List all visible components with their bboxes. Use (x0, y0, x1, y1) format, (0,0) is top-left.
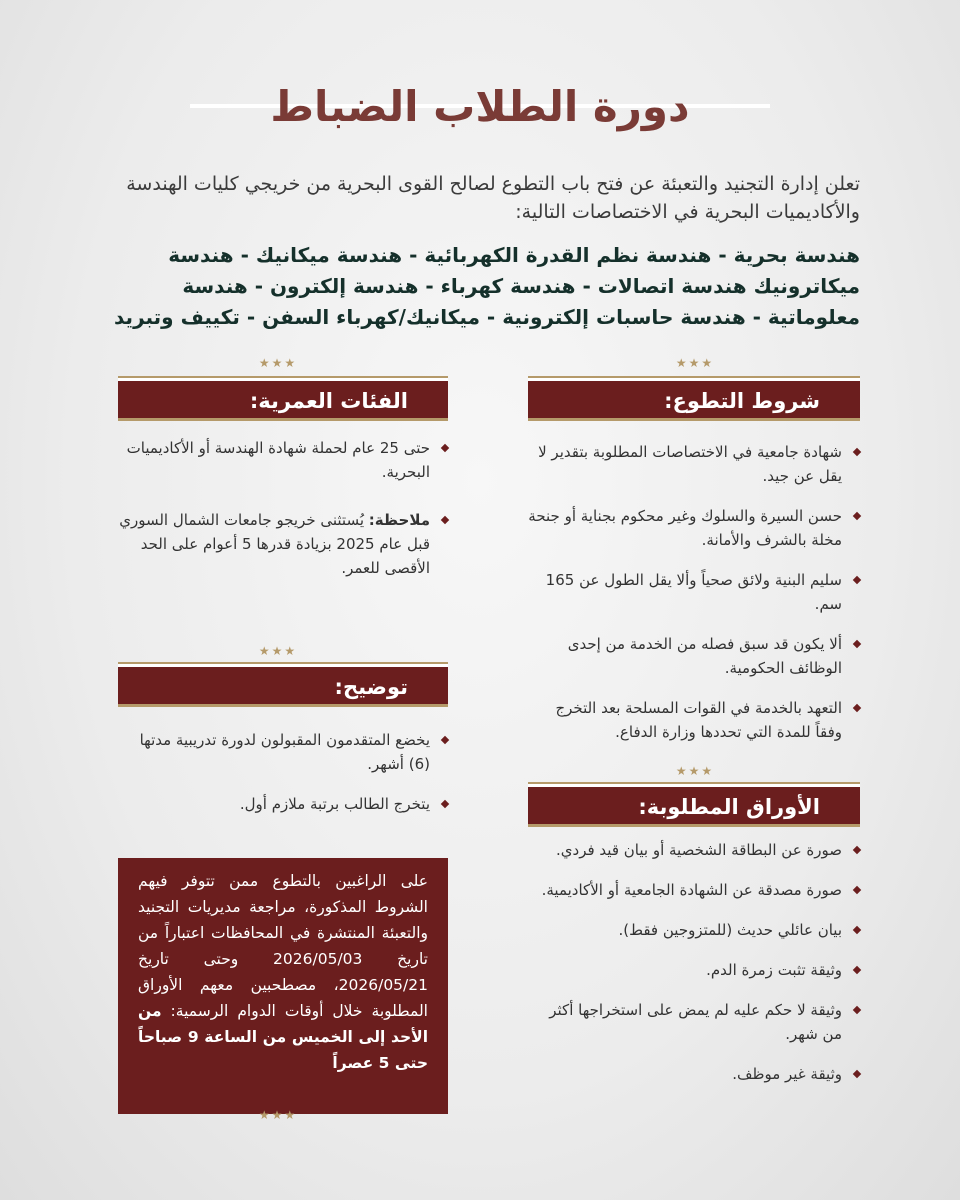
document-text: وثيقة لا حكم عليه لم يمض على استخراجها أكثر من شهر. (549, 1001, 842, 1043)
bullet-icon (853, 846, 861, 854)
list-item (528, 998, 860, 1046)
bullet-icon (441, 736, 449, 744)
bullet-icon (441, 444, 449, 452)
bullet-icon (853, 640, 861, 648)
list-item (528, 838, 860, 862)
stars-decoration: ★★★ (675, 356, 715, 370)
clarification-header (118, 664, 448, 707)
title-block (0, 82, 960, 132)
stars-decoration: ★★★ (258, 356, 298, 370)
stars-decoration: ★★★ (258, 644, 298, 658)
conditions-header (528, 378, 860, 421)
bullet-icon (441, 800, 449, 808)
list-item (528, 918, 860, 942)
list-item (528, 504, 860, 552)
list-item (118, 728, 448, 776)
bullet-icon (853, 512, 861, 520)
specialties-list: هندسة بحرية - هندسة نظم القدرة الكهربائية - هندسة ميكانيك - هندسة ميكاترونيك هندسة اتصالات - هندسة كهرباء - هندسة إلكترون - هندسة معلوماتية - هندسة حاسبات إلكترونية - ميكانيك/كهرباء السفن - تكييف وتبريد (114, 243, 860, 329)
bullet-icon (853, 926, 861, 934)
condition-text: سليم البنية ولائق صحياً وألا يقل الطول عن 165 سم. (545, 571, 842, 613)
condition-text: ألا يكون قد سبق فصله من الخدمة من إحدى الوظائف الحكومية. (567, 635, 842, 677)
notice-text: على الراغبين بالتطوع ممن تتوفر فيهم الشروط المذكورة، مراجعة مديريات التجنيد والتعبئة المنتشرة في المحافظات اعتباراً من تاريخ 2026/05/03 وحتى تاريخ 2026/05/21، مصطحبين معهم الأوراق المطلوبة خلال أوقات الدوام الرسمية: (138, 872, 428, 1020)
conditions-list (528, 440, 860, 760)
list-item (118, 436, 448, 484)
document-text: بيان عائلي حديث (للمتزوجين فقط). (618, 921, 842, 939)
condition-text: التعهد بالخدمة في القوات المسلحة بعد التخرج وفقاً للمدة التي تحددها وزارة الدفاع. (555, 699, 842, 741)
bullet-icon (853, 966, 861, 974)
bullet-icon (853, 576, 861, 584)
condition-text: حسن السيرة والسلوك وغير محكوم بجناية أو جنحة مخلة بالشرف والأمانة. (528, 507, 842, 549)
document-text: وثيقة غير موظف. (732, 1065, 842, 1083)
documents-header (528, 784, 860, 827)
note-label: ملاحظة: (368, 511, 430, 529)
bullet-icon (853, 704, 861, 712)
bullet-icon (853, 886, 861, 894)
document-text: صورة مصدقة عن الشهادة الجامعية أو الأكاديمية. (541, 881, 842, 899)
age-header-label: الفئات العمرية: (249, 389, 408, 413)
intro-text: تعلن إدارة التجنيد والتعبئة عن فتح باب التطوع لصالح القوى البحرية من خريجي كليات الهندسة والأكاديميات البحرية في الاختصاصات التالية: (126, 173, 860, 223)
documents-header-label: الأوراق المطلوبة: (638, 795, 820, 819)
notice-highlight: من الأحد إلى الخميس من الساعة 9 صباحاً حتى 5 عصراً (138, 1002, 429, 1072)
list-item (528, 1062, 860, 1086)
list-item (528, 878, 860, 902)
list-item (118, 792, 448, 816)
clarification-text: يخضع المتقدمون المقبولون لدورة تدريبية مدتها (6) أشهر. (139, 731, 430, 773)
stars-decoration: ★★★ (258, 1108, 298, 1122)
documents-list (528, 838, 860, 1102)
bullet-icon (853, 448, 861, 456)
list-item (528, 696, 860, 744)
bullet-icon (853, 1006, 861, 1014)
age-header (118, 378, 448, 421)
age-list (118, 436, 448, 596)
list-item (528, 440, 860, 488)
stars-decoration: ★★★ (675, 764, 715, 778)
age-text: حتى 25 عام لحملة شهادة الهندسة أو الأكاديميات البحرية. (126, 439, 430, 481)
note-item (118, 508, 448, 580)
bullet-icon (853, 1070, 861, 1078)
clarification-list (118, 728, 448, 832)
page-title: دورة الطلاب الضباط (270, 82, 690, 131)
notice-box (118, 858, 448, 1114)
condition-text: شهادة جامعية في الاختصاصات المطلوبة بتقدير لا يقل عن جيد. (538, 443, 842, 485)
list-item (528, 632, 860, 680)
clarification-header-label: توضيح: (334, 675, 408, 699)
bullet-icon (441, 516, 449, 524)
list-item (528, 568, 860, 616)
list-item (528, 958, 860, 982)
document-text: وثيقة تثبت زمرة الدم. (706, 961, 842, 979)
note-text: يُستثنى خريجو جامعات الشمال السوري قبل عام 2025 بزيادة قدرها 5 أعوام على الحد الأقصى للعمر. (119, 511, 430, 577)
conditions-header-label: شروط التطوع: (664, 389, 820, 413)
document-text: صورة عن البطاقة الشخصية أو بيان قيد فردي. (556, 841, 842, 859)
clarification-text: يتخرج الطالب برتبة ملازم أول. (239, 795, 430, 813)
